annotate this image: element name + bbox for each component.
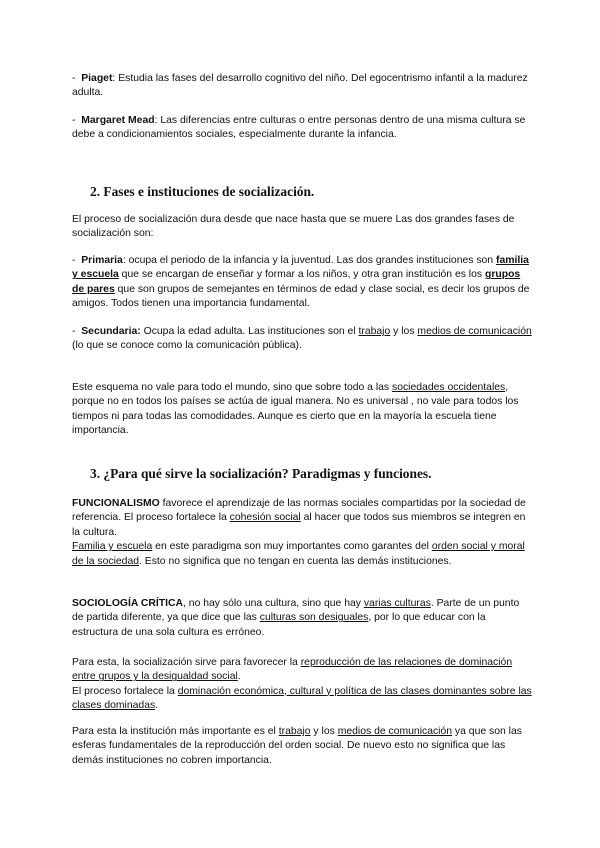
item-margaret-mead: - Margaret Mead: Las diferencias entre culturas o entre personas dentro de una misma cultura se debe a condicionamientos sociales, especialmente durante la infancia. <box>72 115 526 141</box>
item-name: Margaret Mead <box>81 115 155 126</box>
section-2-intro: El proceso de socialización dura desde que nace hasta que se muere Las dos grandes fases de socialización son: <box>72 214 515 240</box>
paragraph-institucion: Para esta la institución más importante es el trabajo y los medios de comunicación ya que son las esferas fundamentales de la reproducción del orden social. De nuevo esto no significa que las demás instituciones no cobren importancia. <box>72 726 522 766</box>
paragraph-funcionalismo: FUNCIONALISMO favorece el aprendizaje de las normas sociales compartidas por la sociedad de referencia. El proceso fortalece la cohesión social al hacer que todos sus miembros se integren en la cultura. Familia y escuela en este paradigma son muy importantes como garantes del orden social y moral de la sociedad. Esto no significa que no tengan en cuenta las demás instituciones. <box>72 498 526 567</box>
paragraph-sociologia-critica: SOCIOLOGÍA CRÍTICA, no hay sólo una cultura, sino que hay varias culturas. Parte de un punto de partida diferente, ya que dice que las culturas son desiguales, por lo que educar con la estructura de una sola cultura es erróneo. <box>72 598 520 638</box>
section-2-heading: 2. Fases e instituciones de socialización. <box>90 184 315 199</box>
item-name: Piaget <box>81 73 113 84</box>
underlined-term: grupos de pares <box>72 269 521 295</box>
underlined-term: varias culturas <box>363 598 431 609</box>
underlined-term: sociedades occidentales <box>392 382 506 393</box>
paragraph-reproduccion: Para esta, la socialización sirve para favorecer la reproducción de las relaciones de dominación entre grupos y la desigualdad social. El proceso fortalece la dominación económica, cultural y política de las clases dominantes sobre las clases dominadas. <box>72 657 532 712</box>
underlined-term: dominación económica, cultural y política de las clases dominantes sobre las clases dominadas <box>72 685 532 712</box>
underlined-term: trabajo <box>278 726 311 737</box>
item-secundaria: - Secundaria: Ocupa la edad adulta. Las instituciones son el trabajo y los medios de comunicación (lo que se conoce como la comunicación pública). <box>72 326 532 352</box>
underlined-term: reproducción de las relaciones de dominación entre grupos y la desigualdad social <box>72 657 513 683</box>
item-primaria: - Primaria: ocupa el periodo de la infancia y la juventud. Las dos grandes instituciones son familia y escuela que se encargan de enseñar y formar a los niños, y otra gran institución es los grupos de pares que son grupos de semejantes en términos de edad y clase social, es decir los grupos de amigos. Todos tienen una importancia fundamental. <box>72 255 530 310</box>
underlined-term: culturas son desiguales <box>259 612 369 624</box>
underlined-term: trabajo <box>358 326 391 337</box>
paragraph-esquema: Este esquema no vale para todo el mundo, sino que sobre todo a las sociedades occidentales, porque no en todos los países se actúa de igual manera. No es universal , no vale para todos los tiempos ni para todas las comodidades. Aunque es cierto que en la mayoría la escuela tiene importancia. <box>72 382 519 437</box>
underlined-term: cohesión social <box>229 512 301 524</box>
underlined-term: orden social y moral de la sociedad <box>72 541 525 567</box>
underlined-term: Familia y escuela <box>72 541 153 553</box>
underlined-term: medios de comunicación <box>337 726 453 737</box>
underlined-term: familia y escuela <box>72 255 529 281</box>
item-piaget: - Piaget: Estudia las fases del desarrollo cognitivo del niño. Del egocentrismo infantil a la madurez adulta. <box>72 73 528 99</box>
section-3-heading: 3. ¿Para qué sirve la socialización? Paradigmas y funciones. <box>90 466 432 481</box>
underlined-term: medios de comunicación <box>417 326 532 337</box>
